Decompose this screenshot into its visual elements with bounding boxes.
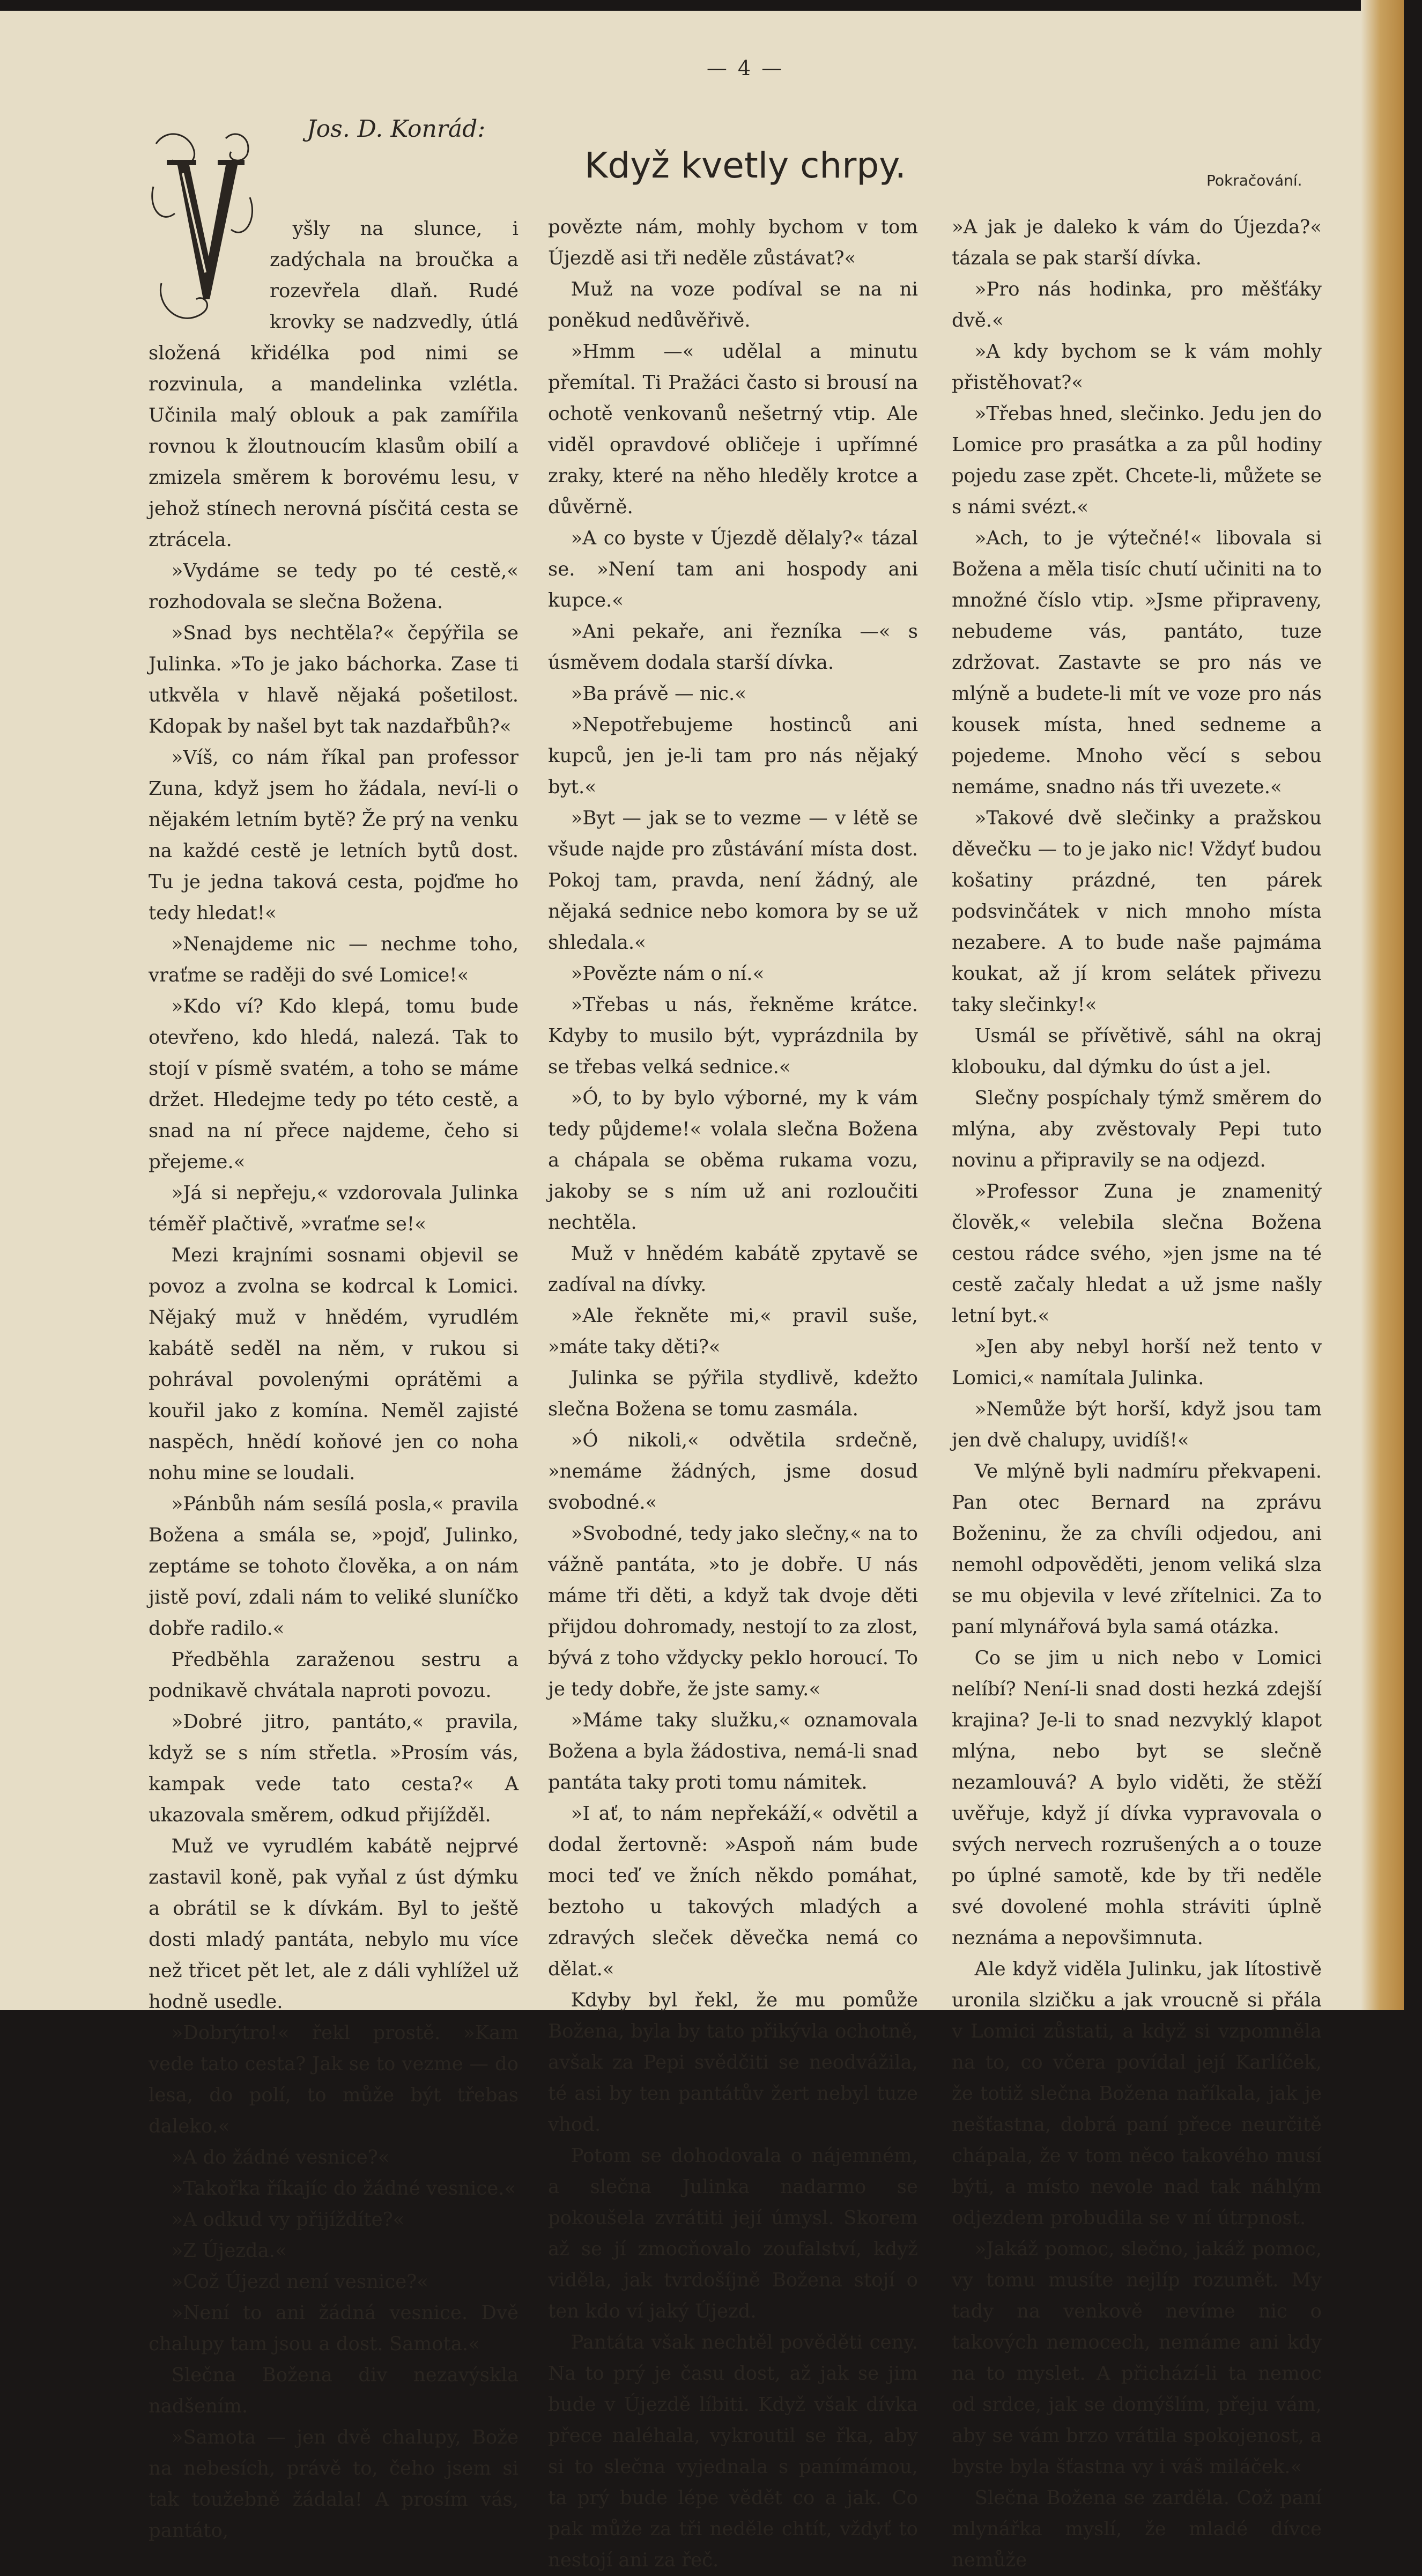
page-binding-edge [1361,0,1404,2010]
paragraph: »A jak je daleko k vám do Újezda?« tázala se pak starší dívka. [952,216,1322,269]
article-title: Když kvetly chrpy. [584,145,906,186]
paragraph: »Což Újezd není vesnice?« [171,2271,428,2293]
paragraph: Ale když viděla Julinku, jak lítostivě uronila slzičku a jak vroucně si přála v Lomici zůstati, a když si vzpomněla na to, co včera povídal její Karlíček, že totiž slečna Božena naříkala, jak je nešťastna, dobrá paní přece neurčitě chápala, že v tom něco takového musí býti, a místo nevole nad tak náhlým odjezdem probudila se v ní útrpnost. [952,1958,1322,2229]
paragraph: yšly na slunce, i zadýchala na broučka a rozevřela dlaň. Rudé krovky se nadzvedly, útlá složená křidélka pod nimi se rozvinula, a mandelinka vzlétla. Učinila malý oblouk a pak zamířila rovnou k žloutnoucím klasům obilí a zmizela směrem k borovému lesu, v jehož stínech nerovná písčitá cesta se ztrácela. [149,218,519,551]
paragraph: »I ať, to nám nepřekáží,« odvětil a dodal žertovně: »Aspoň nám bude moci teď ve žních někdo pomáhat, beztoho u takových mladých a zdravých sleček děvečka nemá co dělat.« [548,1803,918,1980]
paragraph: »Ach, to je výtečné!« libovala si Božena a měla tisíc chutí učiniti na to množné číslo vtip. »Jsme připraveny, nebudeme vás, pantáto, tuze zdržovat. Zastavte se pro nás ve mlýně a budete-li mít ve voze pro nás kousek místa, hned sedneme a pojedeme. Mnoho věcí s sebou nemáme, snadno nás tři uvezete.« [952,527,1322,798]
ornamental-drop-cap [145,122,259,337]
paragraph: »Ani pekaře, ani řezníka —« s úsměvem dodala starší dívka. [548,621,918,674]
text-column-2 [548,212,918,2571]
paragraph: »Ó nikoli,« odvětila srdečně, »nemáme žádných, jsme dosud svobodné.« [548,1429,918,1514]
paragraph: »Jen aby nebyl horší než tento v Lomici,« namítala Julinka. [952,1336,1322,1389]
paragraph: Muž ve vyrudlém kabátě nejprvé zastavil koně, pak vyňal z úst dýmku a obrátil se k dívkám. Byl to ještě dosti mladý pantáta, nebylo mu více než třicet pět let, ale z dáli vyhlížel už hodně usedle. [149,1835,519,2013]
paragraph: Slečny pospíchaly týmž směrem do mlýna, aby zvěstovaly Pepi tuto novinu a připravily se na odjezd. [952,1087,1322,1171]
paragraph: Muž v hnědém kabátě zpytavě se zadíval na dívky. [548,1243,918,1296]
paragraph: »Máme taky služku,« oznamovala Božena a byla žádostiva, nemá-li snad pantáta taky proti tomu námitek. [548,1709,918,1793]
paragraph: »Kdo ví? Kdo klepá, tomu bude otevřeno, kdo hledá, nalezá. Tak to stojí v písmě svatém, a toho se máme držet. Hledejme tedy po této cestě, a snad na ní přece najdeme, čeho si přejeme.« [149,995,519,1173]
paragraph: »Z Újezda.« [171,2240,287,2262]
paragraph: Co se jim u nich nebo v Lomici nelíbí? Není-li snad dosti hezká zdejší krajina? Je-li to snad nezvyklý klapot mlýna, nebo byt se slečně nezamlouvá? A bylo viděti, že stěží uvěřuje, když jí dívka vypravovala o svých nervech rozrušených a o touze po úplné samotě, kde by tři neděle své dovolené mohla stráviti úplně neznáma a nepovšimnuta. [952,1647,1322,1949]
paragraph: »Nenajdeme nic — nechme toho, vraťme se raději do své Lomice!« [149,933,519,986]
paragraph: Slečna Božena div nezavýskla nadšením. [149,2364,519,2417]
paragraph: »Víš, co nám říkal pan professor Zuna, když jsem ho žádala, neví-li o nějakém letním bytě? Že prý na venku na každé cestě je letních bytů dost. Tu je jedna taková cesta, pojďme ho tedy hledat!« [149,747,519,924]
paragraph: Předběhla zaraženou sestru a podnikavě chvátala naproti povozu. [149,1649,519,1702]
paragraph: Mezi krajními sosnami objevil se povoz a zvolna se kodrcal k Lomici. Nějaký muž v hnědém, vyrudlém kabátě seděl na něm, v rukou si pohrával povolenými oprátěmi a kouřil jako z komína. Neměl zajisté naspěch, hnědí koňové jen co noha nohu mine se loudali. [149,1244,519,1484]
paragraph: »Hmm —« udělal a minutu přemítal. Ti Pražáci často si brousí na ochotě venkovanů nešetrný vtip. Ale viděl opravdové obličeje i upřímné zraky, které na něho hleděly krotce a důvěrně. [548,341,918,518]
paragraph: »A do žádné vesnice?« [171,2146,390,2168]
paragraph: Potom se dohodovala o nájemném, a slečna Julinka nadarmo se pokoušela zvrátiti její úmysl. Skorem až se jí zmocňovalo zoufalství, když viděla, jak tvrdošíjně Božena stojí o ten kdo ví jaký Újezd. [548,2145,918,2322]
paragraph: »Snad bys nechtěla?« čepýřila se Julinka. »To je jako báchorka. Zase ti utkvěla v hlavě nějaká pošetilost. Kdopak by našel byt tak nazdařbůh?« [149,622,519,737]
paragraph: »Pánbůh nám sesílá posla,« pravila Božena a smála se, »pojď, Julinko, zeptáme se tohoto člověka, a on nám jistě poví, zdali nám to veliké sluníčko dobře radilo.« [149,1493,519,1640]
paragraph: Muž na voze podíval se na ni poněkud nedůvěřivě. [548,278,918,331]
paragraph: »Professor Zuna je znamenitý člověk,« velebila slečna Božena cestou rádce svého, »jen jsme na té cestě začaly hledat a už jsme našly letní byt.« [952,1180,1322,1327]
paragraph: »Ale řekněte mi,« pravil suše, »máte taky děti?« [548,1305,918,1358]
paragraph: povězte nám, mohly bychom v tom Újezdě asi tři neděle zůstávat?« [548,216,918,269]
text-column-3 [952,212,1322,2571]
paragraph: »Dobrýtro!« řekl prostě. »Kam vede tato cesta? Jak se to vezme — do lesa, do polí, to může být třebas daleko.« [149,2022,519,2137]
paragraph: »Třebas hned, slečinko. Jedu jen do Lomice pro prasátka a za půl hodiny pojedu zase zpět. Chcete-li, můžete se s námi svézt.« [952,403,1322,518]
paragraph: »Samota — jen dvě chalupy, Bože na nebesích, právě to, čeho jsem si tak toužebně žádala! A prosím vás, pantáto, [149,2426,519,2542]
paragraph: Slečna Božena se zardělа. Což paní mlynářka myslí, že mladé dívce nemůže [952,2487,1322,2571]
paragraph: »Ba právě — nic.« [571,683,746,705]
paragraph: Ve mlýně byli nadmíru překvapeni. Pan otec Bernard na zprávu Boženinu, že za chvíli odjedou, ani nemohl odpověděti, jenom veliká slza se mu objevila v levé zřítelnici. Za to paní mlynářová byla samá otázka. [952,1460,1322,1638]
paragraph: Pantáta však nechtěl pověděti ceny. Na to prý je času dost, až jak se jim bude v Újezdě líbiti. Když však dívka přece naléhala, vykroutil se řka, aby si to slečna vyjednala s panímámou, ta prý bude lépe vědět co a jak. Co pak může za tři neděle chtít, vždyť to nestojí ani za řeč. [548,2331,918,2571]
paragraph: »A kdy bychom se k vám mohly přistěhovat?« [952,341,1322,394]
paragraph: Usmál se přívětivě, sáhl na okraj klobouku, dal dýmku do úst a jel. [952,1025,1322,1078]
paragraph: »Jakáž pomoc, slečno, jakáž pomoc, vy tomu musíte nejlíp rozumět. My tady na venkově nevíme nic o takových nemocech, nemáme ani kdy na to myslet. A přichází-li ta nemoc od srdce, jak se domýšlím, přeju vám, aby se vám brzo vrátila spokojenost, a byste byla šťastna vy i váš miláček.« [952,2238,1322,2478]
paragraph: »Takové dvě slečinky a pražskou děvečku — to je jako nic! Vždyť budou košatiny prázdné, ten párek podsvinčátek v nich mnoho místa nezabere. A to bude naše pajmáma koukat, až jí krom selátek přivezu taky slečinky!« [952,807,1322,1016]
paragraph: »A odkud vy přijíždíte?« [171,2209,405,2231]
author-byline: Jos. D. Konrád: [307,115,486,143]
top-dark-edge [0,0,1404,11]
paragraph: Kdyby byl řekl, že mu pomůže Božena, byla by tato přikývla ochotně, avšak za Pepi svědčiti se neodvážila, té asi by ten pantátův žert nebyl tuze vhod. [548,1989,918,2136]
paragraph: »Nepotřebujeme hostinců ani kupců, jen je-li tam pro nás nějaký byt.« [548,714,918,798]
paragraph: »Vydáme se tedy po té cestě,« rozhodovala se slečna Božena. [149,560,519,613]
paragraph: »Nemůže být horší, když jsou tam jen dvě chalupy, uvidíš!« [952,1398,1322,1451]
paragraph: »Pro nás hodinka, pro měšťáky dvě.« [952,278,1322,331]
paragraph: »Svobodné, tedy jako slečny,« na to vážně pantáta, »to je dobře. U nás máme tři děti, a když tak dvoje děti přijdou dohromady, nestojí to za zlost, bývá z toho vždycky peklo horoucí. To je tedy dobře, že jste samy.« [548,1523,918,1700]
paragraph: »Takořka říkajíc do žádné vesnice.« [171,2178,516,2199]
paragraph: »Povězte nám o ní.« [571,963,765,985]
paragraph: »Byt — jak se to vezme — v létě se všude najde pro zůstávání místa dost. Pokoj tam, pravda, není žádný, ale nějaká sednice nebo komora by se už shledala.« [548,807,918,954]
text-column-1 [149,213,519,2542]
continued-label: Pokračování. [1206,172,1302,189]
paragraph: »Dobré jitro, pantáto,« pravila, když se s ním střetla. »Prosím vás, kampak vede tato cesta?« A ukazovala směrem, odkud přijížděl. [149,1711,519,1826]
page-number: — 4 — [706,56,784,80]
paragraph: »Já si nepřeju,« vzdorovala Julinka téměř plačtivě, »vraťme se!« [149,1182,519,1235]
paragraph: Julinka se pýřila stydlivě, kdežto slečna Božena se tomu zasmála. [548,1367,918,1420]
paragraph: »Ó, to by bylo výborné, my k vám tedy půjdeme!« volala slečna Božena a chápala se oběma rukama vozu, jakoby se s ním už ani rozloučiti nechtěla. [548,1087,918,1234]
paragraph: »Není to ani žádná vesnice. Dvě chalupy tam jsou a dost. Samota.« [149,2302,519,2355]
paragraph: »Třebas u nás, řekněme krátce. Kdyby to musilo být, vyprázdnila by se třebas velká sednice.« [548,994,918,1078]
paragraph: »A co byste v Újezdě dělaly?« tázal se. »Není tam ani hospody ani kupce.« [548,527,918,611]
